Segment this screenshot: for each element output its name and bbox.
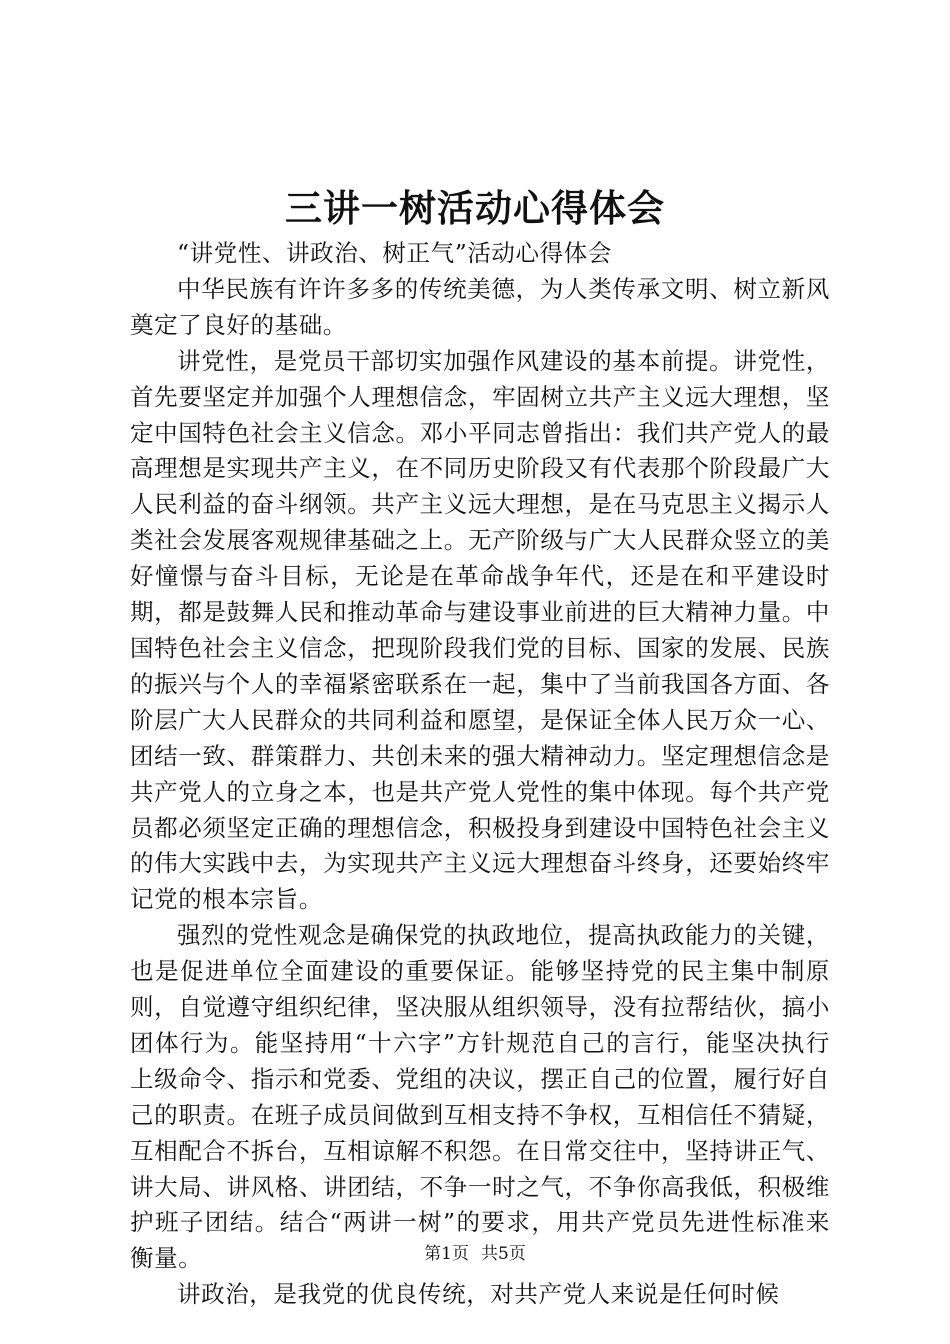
body-paragraph: 强烈的党性观念是确保党的执政地位，提高执政能力的关键，也是促进单位全面建设的重要保证。能够坚持党的民主集中制原则，自觉遵守组织纪律，坚决服从组织领导，没有拉帮结伙，搞小团体行为。能坚持用“十六字”方针规范自己的言行，能坚决执行上级命令、指示和党委、党组的决议，摆正自己的位置，履行好自己的职责。在班子成员间做到互相支持不争权，互相信任不猜疑，互相配合不拆台，互相谅解不积怨。在日常交往中，坚持讲正气、讲大局、讲风格、讲团结，不争一时之气，不争你高我低，积极维护班子团结。结合“两讲一树”的要求，用共产党员先进性标准来衡量。	[130, 921, 830, 1273]
document-title: 三讲一树活动心得体会	[285, 186, 665, 230]
body-paragraph: 中华民族有许许多多的传统美德，为人类传承文明、树立新风奠定了良好的基础。	[130, 274, 830, 339]
body-paragraph: 讲党性，是党员干部切实加强作风建设的基本前提。讲党性，首先要坚定并加强个人理想信念，牢固树立共产主义远大理想，坚定中国特色社会主义信念。邓小平同志曾指出：我们共产党人的最高理想是实现共产主义，在不同历史阶段又有代表那个阶段最广大人民利益的奋斗纲领。共产主义远大理想，是在马克思主义揭示人类社会发展客观规律基础之上。无产阶级与广大人民群众竖立的美好憧憬与奋斗目标，无论是在革命战争年代，还是在和平建设时期，都是鼓舞人民和推动革命与建设事业前进的巨大精神力量。中国特色社会主义信念，把现阶段我们党的目标、国家的发展、民族的振兴与个人的幸福紧密联系在一起，集中了当前我国各方面、各阶层广大人民群众的共同利益和愿望，是保证全体人民万众一心、团结一致、群策群力、共创未来的强大精神动力。坚定理想信念是共产党人的立身之本，也是共产党人党性的集中体现。每个共产党员都必须坚定正确的理想信念，积极投身到建设中国特色社会主义的伟大实践中去，为实现共产主义远大理想奋斗终身，还要始终牢记党的根本宗旨。	[130, 346, 830, 914]
page-number: 第1页	[424, 1244, 469, 1264]
subtitle-paragraph: “讲党性、讲政治、树正气”活动心得体会	[177, 239, 612, 267]
document-body	[130, 236, 830, 1313]
page-footer	[0, 1242, 950, 1266]
page-total: 共5页	[481, 1244, 526, 1264]
body-paragraph: 讲政治，是我党的优良传统，对共产党人来说是任何时候	[177, 1280, 780, 1309]
